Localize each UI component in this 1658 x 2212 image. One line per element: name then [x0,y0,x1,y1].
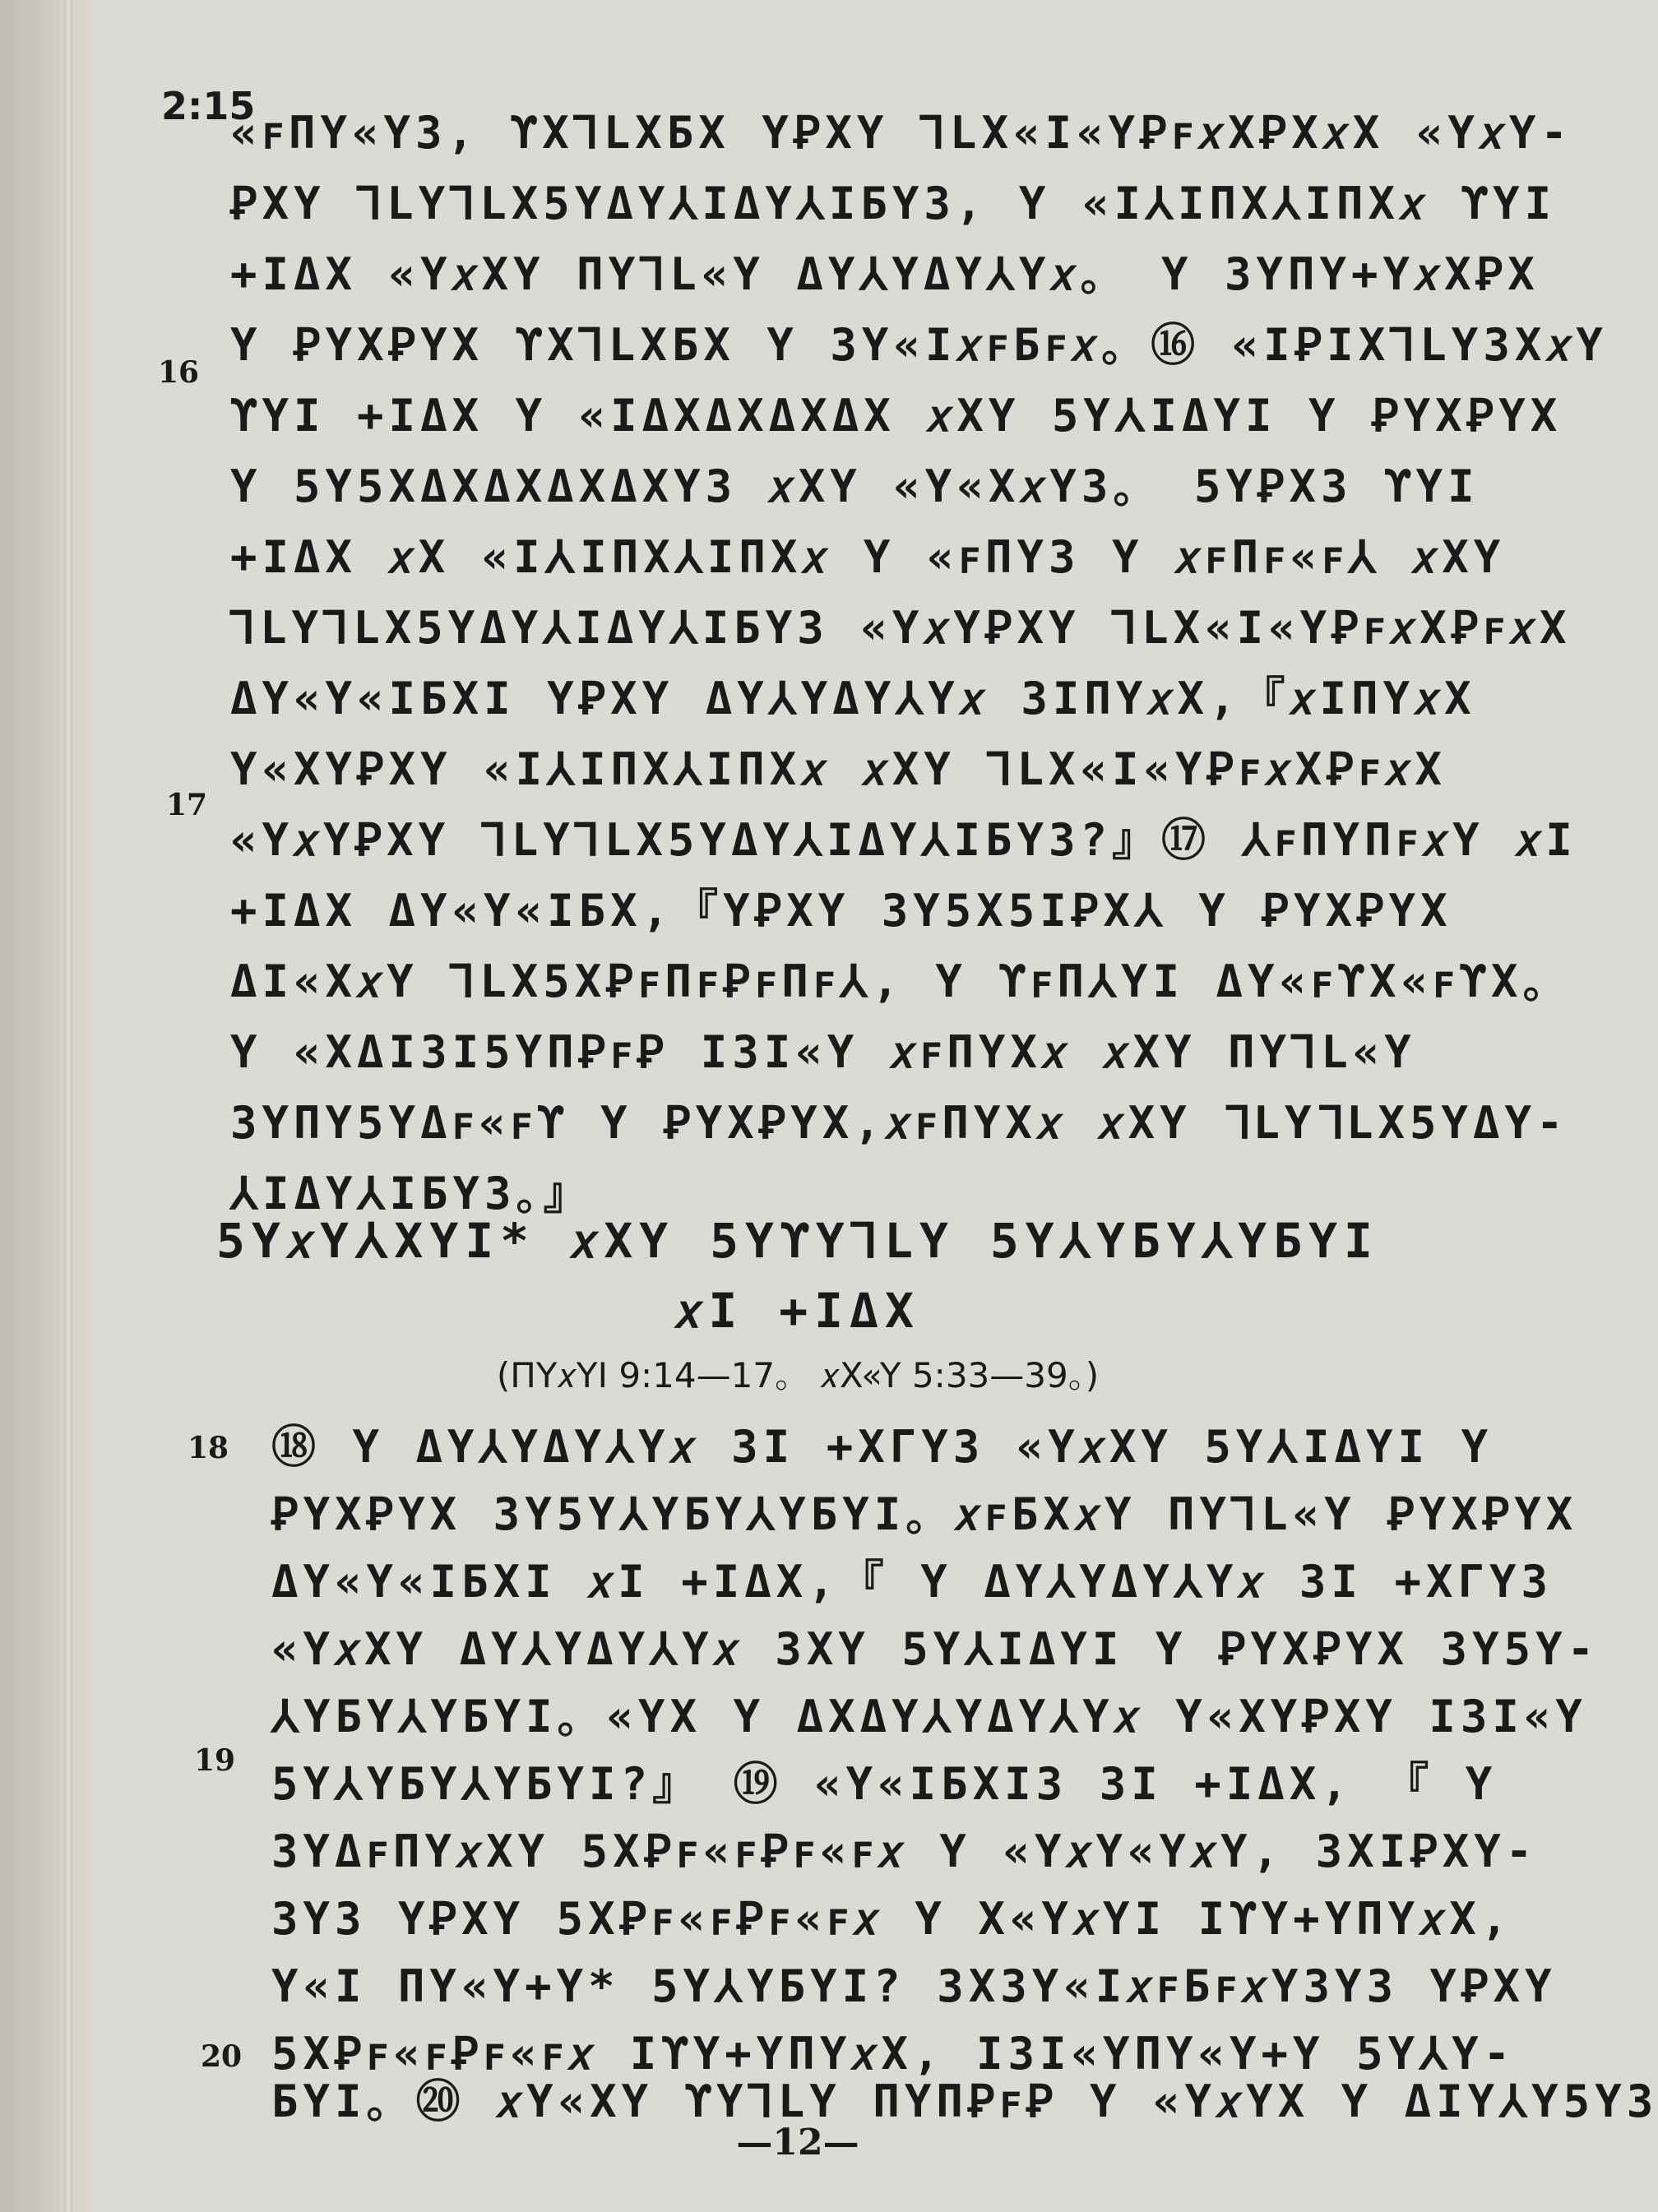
section-heading: 5Y𝑥Y⅄XYI* 𝑥XY 5YϒY⅂LY 5Y⅄YБY⅄YБYI [216,1213,1379,1269]
text-line: 3Y3 YꝐXY 5XꝐꜰ«ꜰꝐꜰ«ꜰ𝑥 Y X«Y𝑥YI IϒY+YΠY𝑥X, [271,1893,1513,1945]
chapter-verse-reference: 2:15 [161,84,256,128]
verse-number-18: 18 [188,1431,229,1465]
text-line: ϒYI +IΔX Y «IΔXΔXΔXΔX 𝑥XY 5Y⅄IΔYI Y ꝐYXꝐYX [230,390,1563,442]
text-line: Y«XYꝐXY «I⅄IΠX⅄IΠX𝑥 𝑥XY ⅂LX«I«YꝐꜰ𝑥XꝐꜰ𝑥X [230,743,1447,795]
page-number: —12— [736,2122,859,2163]
text-line: 5Y⅄YБY⅄YБYI?』 ⑲ «Y«IБXI3 3I +IΔX, 『 Y [271,1758,1498,1810]
text-line: ꝐXY ⅂LY⅂LX5YΔY⅄IΔY⅄IБY3, Y «I⅄IΠX⅄IΠX𝑥 ϒYI [230,178,1557,229]
text-line: ⑱ Y ΔY⅄YΔY⅄Y𝑥 3I +XΓY3 «Y𝑥XY 5Y⅄IΔYI Y [271,1421,1494,1473]
text-line: ⅂LY⅂LX5YΔY⅄IΔY⅄IБY3 «Y𝑥YꝐXY ⅂LX«I«YꝐꜰ𝑥XꝐꜰ𝑥X [230,602,1572,654]
text-line: Y «XΔI3I5YΠꝐꜰꝐ I3I«Y 𝑥ꜰΠYX𝑥 𝑥XY ΠY⅂L«Y [230,1026,1416,1078]
book-page [107,33,1658,2179]
text-line: ⅄YБY⅄YБYI。«YX Y ΔXΔY⅄YΔY⅄Y𝑥 Y«XYꝐXY I3I«Y [271,1691,1587,1742]
verse-number-16: 16 [158,355,200,390]
text-line: ꝐYXꝐYX 3Y5Y⅄YБY⅄YБYI。𝑥ꜰБX𝑥Y ΠY⅂L«Y ꝐYXꝐYX [271,1488,1578,1540]
text-line: +IΔX 𝑥X «I⅄IΠX⅄IΠX𝑥 Y «ꜰΠY3 Y 𝑥ꜰΠꜰ«ꜰ⅄ 𝑥XY [230,531,1506,583]
text-line: БYI。⑳ 𝑥Y«XY ϒY⅂LY ΠYΠꝐꜰꝐ Y «Y𝑥YX Y ΔIY⅄Y5Y3 [271,2075,1658,2127]
parallel-passage-reference: (ΠY𝑥YI 9:14—17。 𝑥X«Y 5:33—39。) [496,1355,1100,1395]
verse-number-20: 20 [201,2039,243,2074]
text-line: 3YΠY5YΔꜰ«ꜰϒ Y ꝐYXꝐYX,𝑥ꜰΠYX𝑥 𝑥XY ⅂LY⅂LX5YΔY- [230,1097,1568,1149]
text-line: ΔY«Y«IБXI YꝐXY ΔY⅄YΔY⅄Y𝑥 3IΠY𝑥X,『𝑥IΠY𝑥X [230,673,1476,724]
text-line: ⅄IΔY⅄IБY3。』 [230,1168,593,1219]
text-line: +IΔX ΔY«Y«IБX,『YꝐXY 3Y5X5IꝐX⅄ Y ꝐYXꝐYX [230,885,1452,937]
text-line: +IΔX «Y𝑥XY ΠY⅂L«Y ΔY⅄YΔY⅄Y𝑥。 Y 3YΠY+Y𝑥XꝐX [230,248,1540,300]
text-line: «ꜰΠY«Y3, ϒX⅂LXБX YꝐXY ⅂LX«I«YꝐꜰ𝑥XꝐX𝑥X «Y𝑥Y- [230,107,1572,159]
book-spine [64,0,72,2212]
verse-number-19: 19 [194,1743,236,1778]
text-line: «Y𝑥YꝐXY ⅂LY⅂LX5YΔY⅄IΔY⅄IБY3?』⑰ ⅄ꜰΠYΠꜰ𝑥Y 𝑥I [230,814,1577,866]
verse-number-17: 17 [166,788,208,822]
text-line: ΔY«Y«IБXI 𝑥I +IΔX,『 Y ΔY⅄YΔY⅄Y𝑥 3I +XΓY3 [271,1556,1554,1608]
text-line: 3YΔꜰΠY𝑥XY 5XꝐꜰ«ꜰꝐꜰ«ꜰ𝑥 Y «Y𝑥Y«Y𝑥Y, 3XIꝐXY- [271,1826,1538,1877]
text-line: «Y𝑥XY ΔY⅄YΔY⅄Y𝑥 3XY 5Y⅄IΔYI Y ꝐYXꝐYX 3Y5Y- [271,1623,1600,1675]
text-line: ΔI«X𝑥Y ⅂LX5XꝐꜰΠꜰꝐꜰΠꜰ⅄, Y ϒꜰΠ⅄YI ΔY«ꜰϒX«ꜰϒX。 [230,956,1572,1007]
text-line: Y 5Y5XΔXΔXΔXΔXY3 𝑥XY «Y«X𝑥Y3。 5YꝐX3 ϒYI [230,460,1480,512]
text-line: 5XꝐꜰ«ꜰꝐꜰ«ꜰ𝑥 IϒY+YΠY𝑥X, I3I«YΠY«Y+Y 5Y⅄Y- [271,2028,1516,2080]
text-line: Y«I ΠY«Y+Y* 5Y⅄YБYI? 3X3Y«I𝑥ꜰБꜰ𝑥Y3Y3 YꝐXY [271,1960,1557,2012]
section-heading-continued: 𝑥I +IΔX [675,1283,920,1339]
page-gutter-shadow [0,0,99,2212]
text-line: Y ꝐYXꝐYX ϒX⅂LXБX Y 3Y«I𝑥ꜰБꜰ𝑥。⑯ «IꝐIX⅂LY3X𝑥Y [230,319,1608,371]
